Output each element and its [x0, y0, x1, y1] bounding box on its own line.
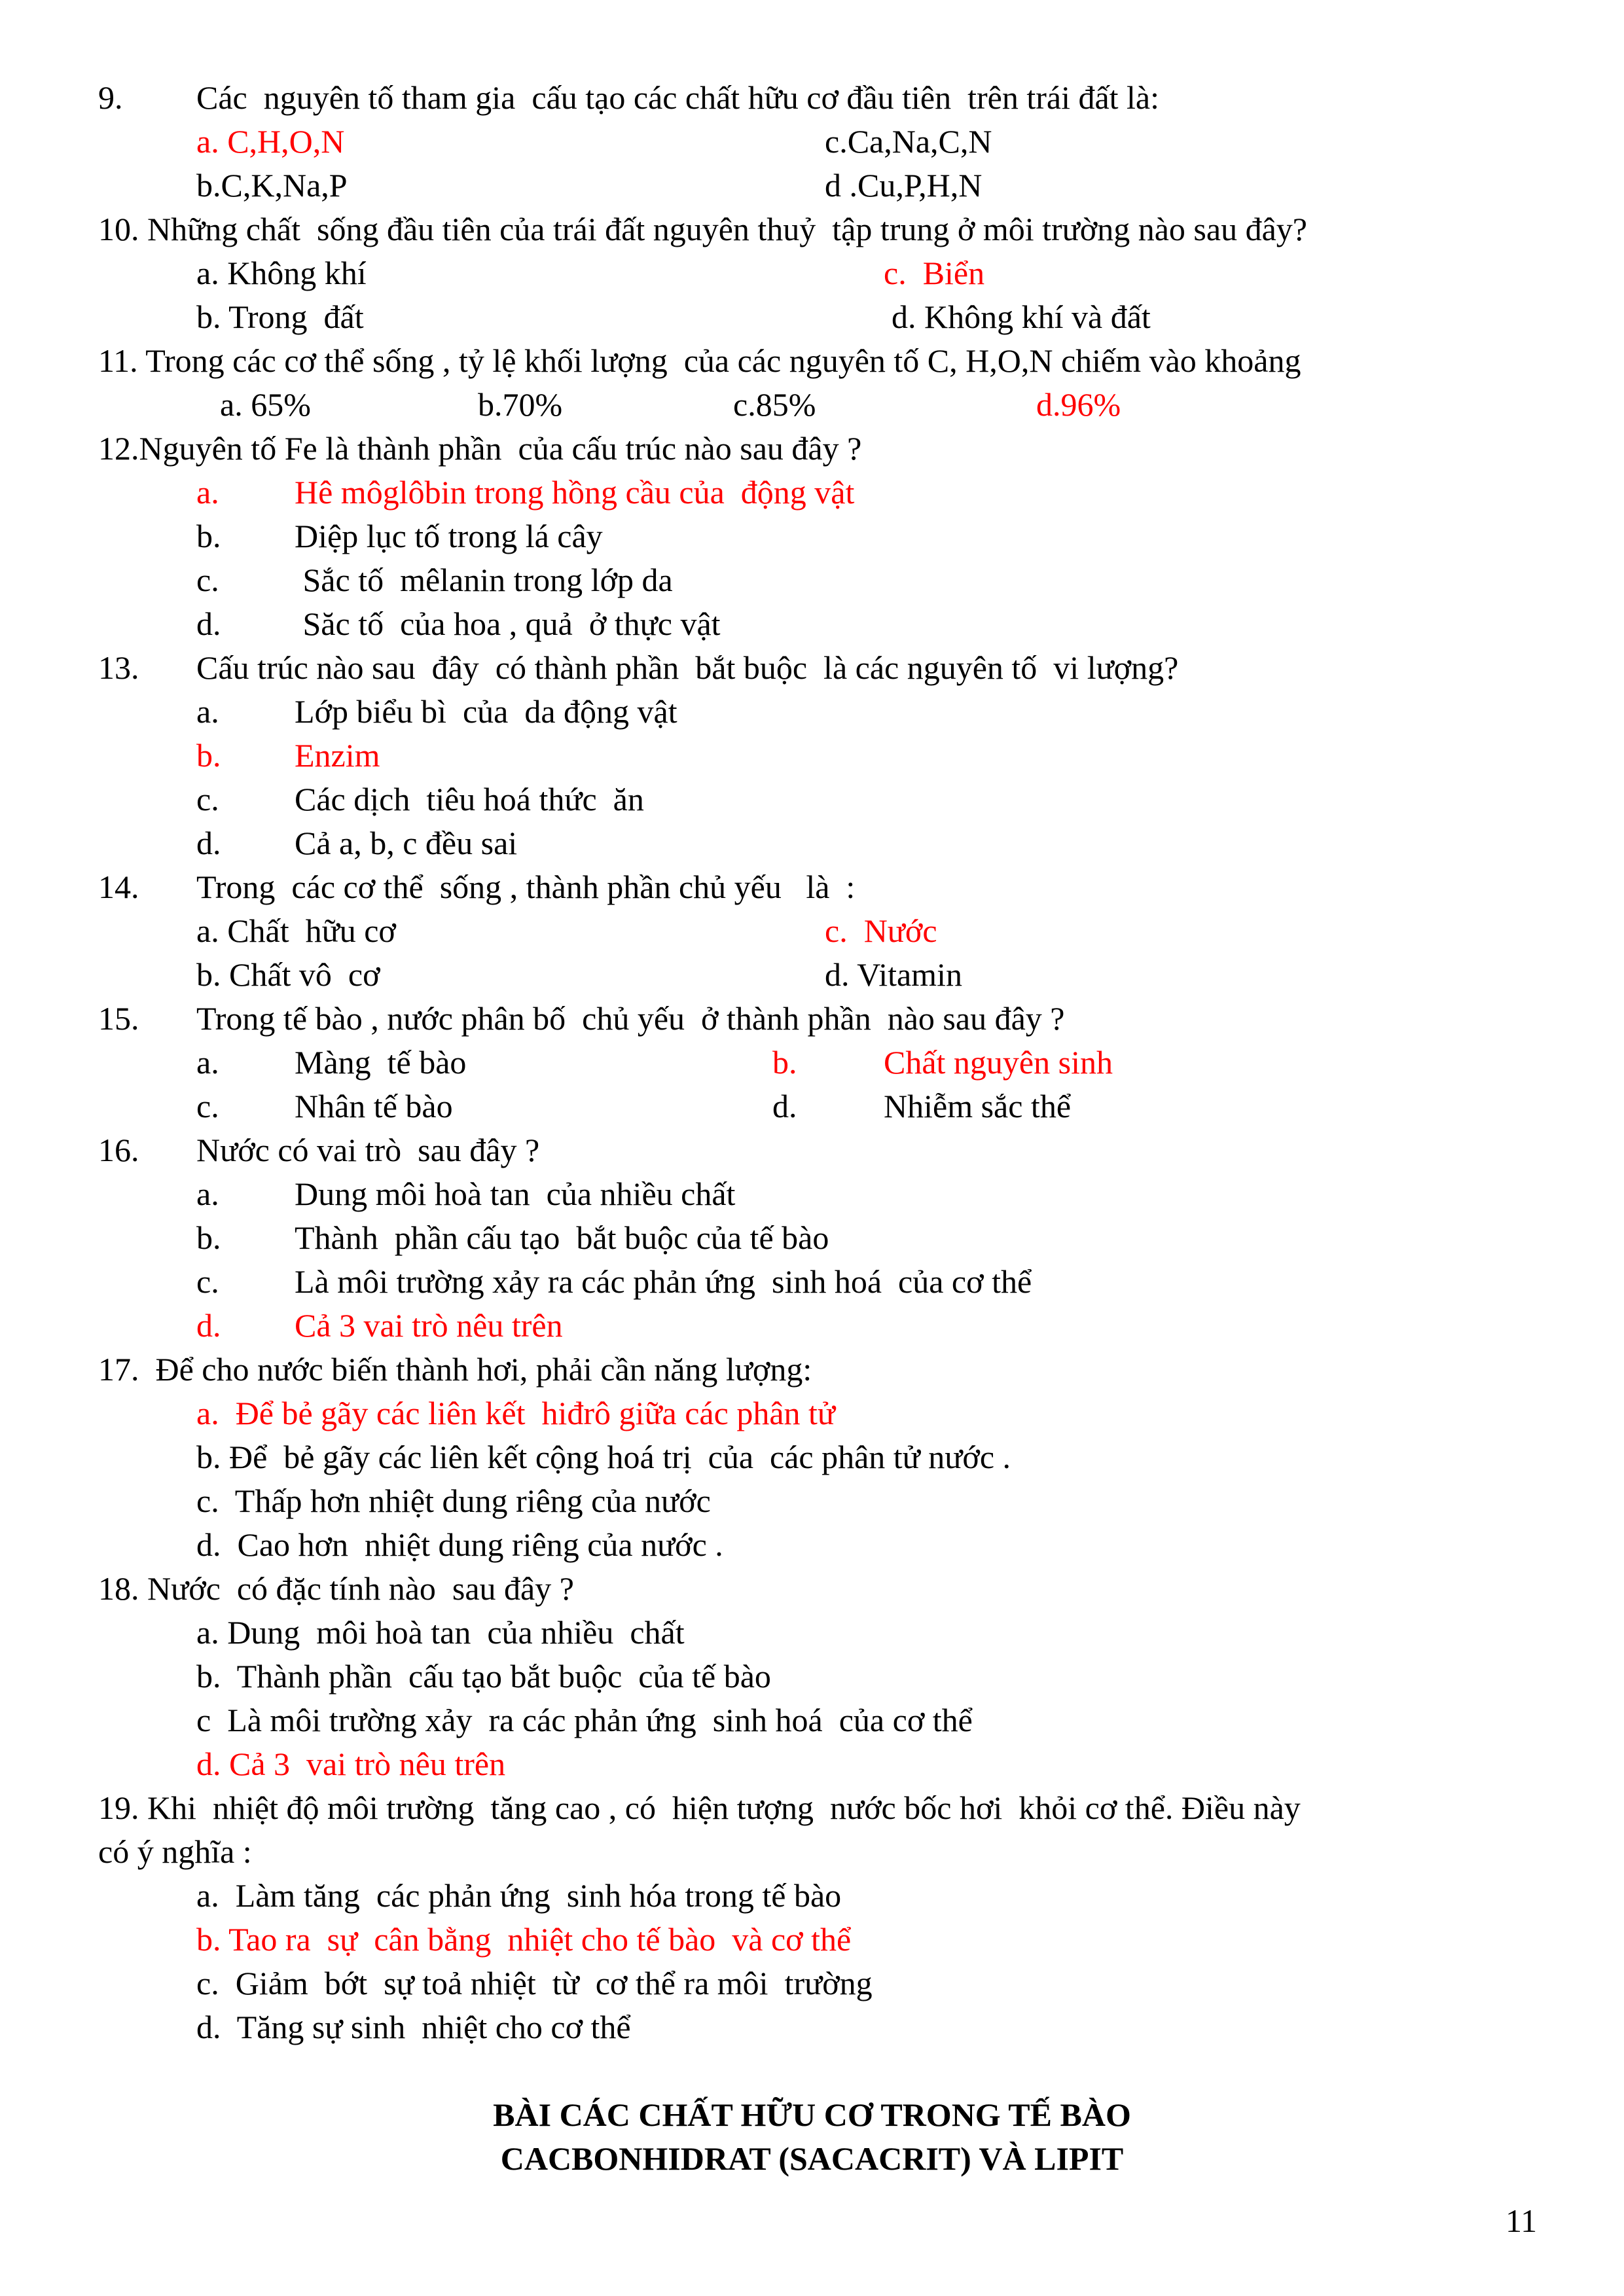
answer-option: b. Thành phần cấu tạo bắt buộc của tế bào	[196, 1658, 771, 1695]
answer-option: b.C,K,Na,P	[196, 167, 348, 204]
answer-option: d. Tăng sự sinh nhiệt cho cơ thể	[196, 2009, 631, 2045]
answer-letter: a.	[196, 474, 219, 511]
section-subtitle: CACBONHIDRAT (SACACRIT) VÀ LIPIT	[500, 2140, 1124, 2177]
answer-option-correct: Chất nguyên sinh	[884, 1044, 1113, 1081]
question-number: 16.	[98, 1132, 139, 1168]
question-text: Trong tế bào , nước phân bố chủ yếu ở thành phần nào sau đây ?	[196, 1000, 1065, 1037]
answer-letter: c.	[196, 1263, 219, 1300]
answer-option: c.85%	[733, 386, 816, 423]
answer-option-correct: d.96%	[1036, 386, 1121, 423]
question-text: Trong các cơ thể sống , thành phần chủ yếu là :	[196, 869, 856, 905]
answer-option: d. Cao hơn nhiệt dung riêng của nước .	[196, 1526, 723, 1563]
answer-option: a. 65%	[220, 386, 311, 423]
answer-option: Các dịch tiêu hoá thức ăn	[295, 781, 644, 817]
question-text: 10. Những chất sống đầu tiên của trái đất nguyên thuỷ tập trung ở môi trường nào sau đây?	[98, 211, 1307, 247]
answer-option: a. Làm tăng các phản ứng sinh hóa trong tế bào	[196, 1877, 842, 1914]
answer-option: Là môi trường xảy ra các phản ứng sinh hoá của cơ thể	[295, 1263, 1032, 1300]
answer-option: Nhiễm sắc thể	[884, 1088, 1072, 1124]
answer-option: b. Trong đất	[196, 298, 364, 335]
answer-option-correct: Enzim	[295, 737, 380, 774]
answer-option: d. Không khí và đất	[892, 298, 1151, 335]
answer-option: c Là môi trường xảy ra các phản ứng sinh hoá của cơ thể	[196, 1702, 973, 1738]
question-text: 12.Nguyên tố Fe là thành phần của cấu trúc nào sau đây ?	[98, 430, 862, 467]
question-text: 18. Nước có đặc tính nào sau đây ?	[98, 1570, 574, 1607]
answer-letter: c.	[196, 1088, 219, 1124]
answer-letter: d.	[196, 605, 221, 642]
answer-option: Săc tố của hoa , quả ở thực vật	[295, 605, 721, 642]
answer-option: d .Cu,P,H,N	[825, 167, 983, 204]
answer-letter: b.	[196, 518, 221, 554]
answer-letter: b.	[196, 737, 221, 774]
answer-letter: a.	[196, 1044, 219, 1081]
answer-option: Dung môi hoà tan của nhiều chất	[295, 1175, 736, 1212]
answer-option: c.Ca,Na,C,N	[825, 123, 992, 160]
answer-option: d. Vitamin	[825, 956, 962, 993]
question-text: 19. Khi nhiệt độ môi trường tăng cao , có hiện tượng nước bốc hơi khỏi cơ thể. Điều này	[98, 1789, 1301, 1826]
answer-letter: b.	[196, 1219, 221, 1256]
answer-letter: c.	[196, 781, 219, 817]
answer-option: c. Giảm bớt sự toả nhiệt từ cơ thể ra môi trường	[196, 1965, 873, 2001]
answer-option-correct: Cả 3 vai trò nêu trên	[295, 1307, 563, 1344]
answer-letter: d.	[196, 825, 221, 861]
answer-option: Sắc tố mêlanin trong lớp da	[295, 562, 673, 598]
question-text: 17. Để cho nước biến thành hơi, phải cần năng lượng:	[98, 1351, 812, 1388]
question-text: Các nguyên tố tham gia cấu tạo các chất hữu cơ đầu tiên trên trái đất là:	[196, 79, 1160, 116]
answer-option: b. Để bẻ gãy các liên kết cộng hoá trị của các phân tử nước .	[196, 1439, 1011, 1475]
answer-letter: c.	[196, 562, 219, 598]
answer-option: a. Dung môi hoà tan của nhiều chất	[196, 1614, 685, 1651]
question-text: Nước có vai trò sau đây ?	[196, 1132, 540, 1168]
answer-option-correct: b. Tao ra sự cân bằng nhiệt cho tế bào và cơ thể	[196, 1921, 852, 1958]
question-number: 13.	[98, 649, 139, 686]
answer-letter: a.	[196, 1175, 219, 1212]
answer-option-correct: Hê môglôbin trong hồng cầu của động vật	[295, 474, 855, 511]
question-number: 9.	[98, 79, 123, 116]
answer-option: Diệp lục tố trong lá cây	[295, 518, 603, 554]
answer-option-correct: c. Nước	[825, 912, 937, 949]
answer-option-correct: a. Để bẻ gãy các liên kết hiđrô giữa các phân tử	[196, 1395, 836, 1431]
question-text-continued: có ý nghĩa :	[98, 1833, 252, 1870]
answer-letter: b.	[772, 1044, 797, 1081]
answer-option: c. Thấp hơn nhiệt dung riêng của nước	[196, 1482, 711, 1519]
answer-option: Nhân tế bào	[295, 1088, 453, 1124]
answer-option: a. Chất hữu cơ	[196, 912, 396, 949]
answer-option-correct: c. Biển	[884, 255, 985, 291]
question-text: 11. Trong các cơ thể sống , tỷ lệ khối lượng của các nguyên tố C, H,O,N chiếm vào khoảng	[98, 342, 1301, 379]
answer-option: Cả a, b, c đều sai	[295, 825, 518, 861]
answer-option: Lớp biểu bì của da động vật	[295, 693, 677, 730]
answer-letter: d.	[772, 1088, 797, 1124]
answer-option: b. Chất vô cơ	[196, 956, 380, 993]
answer-option-correct: d. Cả 3 vai trò nêu trên	[196, 1746, 506, 1782]
answer-letter: d.	[196, 1307, 221, 1344]
answer-option: Thành phần cấu tạo bắt buộc của tế bào	[295, 1219, 829, 1256]
page-number: 11	[1506, 2202, 1538, 2239]
answer-option: a. Không khí	[196, 255, 367, 291]
section-title: BÀI CÁC CHẤT HỮU CƠ TRONG TẾ BÀO	[493, 2096, 1131, 2133]
question-number: 15.	[98, 1000, 139, 1037]
question-text: Cấu trúc nào sau đây có thành phần bắt buộc là các nguyên tố vi lượng?	[196, 649, 1179, 686]
answer-option: Màng tế bào	[295, 1044, 467, 1081]
answer-option-correct: a. C,H,O,N	[196, 123, 345, 160]
answer-option: b.70%	[478, 386, 563, 423]
question-number: 14.	[98, 869, 139, 905]
answer-letter: a.	[196, 693, 219, 730]
